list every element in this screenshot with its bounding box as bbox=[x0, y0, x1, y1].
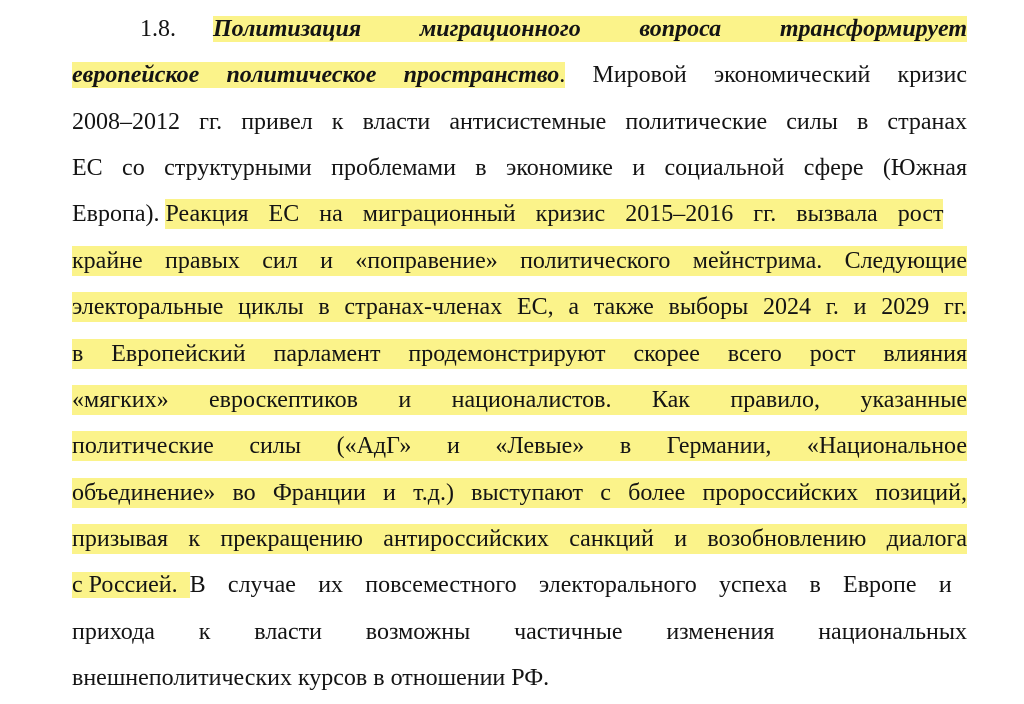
paragraph-text: 2008–2012 гг. привел к власти антисистемные политические силы в странах bbox=[72, 109, 967, 135]
highlighted-text: крайне правых сил и «поправение» политического мейнстрима. Следующие bbox=[72, 248, 967, 274]
text-line-15 bbox=[72, 663, 967, 693]
highlighted-bold-italic-text: европейское политическое пространство bbox=[72, 62, 560, 88]
highlighted-text: «мягких» евроскептиков и националистов. Как правило, указанные bbox=[72, 387, 967, 413]
text-line-1 bbox=[213, 14, 967, 44]
text-line-12 bbox=[72, 524, 967, 554]
section-number: 1.8. bbox=[140, 16, 176, 42]
paragraph-text: Мировой экономический кризис bbox=[592, 62, 968, 88]
highlighted-text: в Европейский парламент продемонстрируют скорее всего рост влияния bbox=[72, 341, 967, 367]
text-line-10 bbox=[72, 431, 967, 461]
paragraph-text: В случае их повсеместного электорального успеха в Европе и bbox=[189, 572, 952, 598]
text-line-7 bbox=[72, 292, 967, 322]
paragraph-text: прихода к власти возможны частичные изменения национальных bbox=[72, 619, 967, 645]
paragraph-text: Европа). bbox=[72, 201, 166, 227]
text-line-8 bbox=[72, 339, 967, 369]
text-line-14 bbox=[72, 617, 967, 647]
text-line-5 bbox=[72, 199, 967, 229]
highlighted-bold-italic-text: Политизация миграционного вопроса трансформирует bbox=[213, 16, 967, 42]
text-line-9 bbox=[72, 385, 967, 415]
highlighted-text: политические силы («АдГ» и «Левые» в Германии, «Национальное bbox=[72, 433, 967, 459]
text-line-11 bbox=[72, 478, 967, 508]
highlighted-text: электоральные циклы в странах-членах ЕС, а также выборы 2024 г. и 2029 гг. bbox=[72, 294, 967, 320]
highlighted-text: призывая к прекращению антироссийских санкций и возобновлению диалога bbox=[72, 526, 967, 552]
highlighted-text: объединение» во Франции и т.д.) выступают с более пророссийских позиций, bbox=[72, 480, 967, 506]
highlighted-text: с Россией. bbox=[72, 572, 190, 598]
text-line-3 bbox=[72, 107, 967, 137]
paragraph-text: внешнеполитических курсов в отношении РФ. bbox=[72, 665, 550, 691]
text-line-13 bbox=[72, 570, 967, 600]
highlighted-text: . bbox=[559, 62, 566, 88]
highlighted-text: Реакция ЕС на миграционный кризис 2015–2016 гг. вызвала рост bbox=[165, 201, 944, 227]
text-line-4 bbox=[72, 153, 967, 183]
text-line-2 bbox=[72, 60, 967, 90]
text-line-6 bbox=[72, 246, 967, 276]
paragraph-text: ЕС со структурными проблемами в экономике и социальной сфере (Южная bbox=[72, 155, 967, 181]
